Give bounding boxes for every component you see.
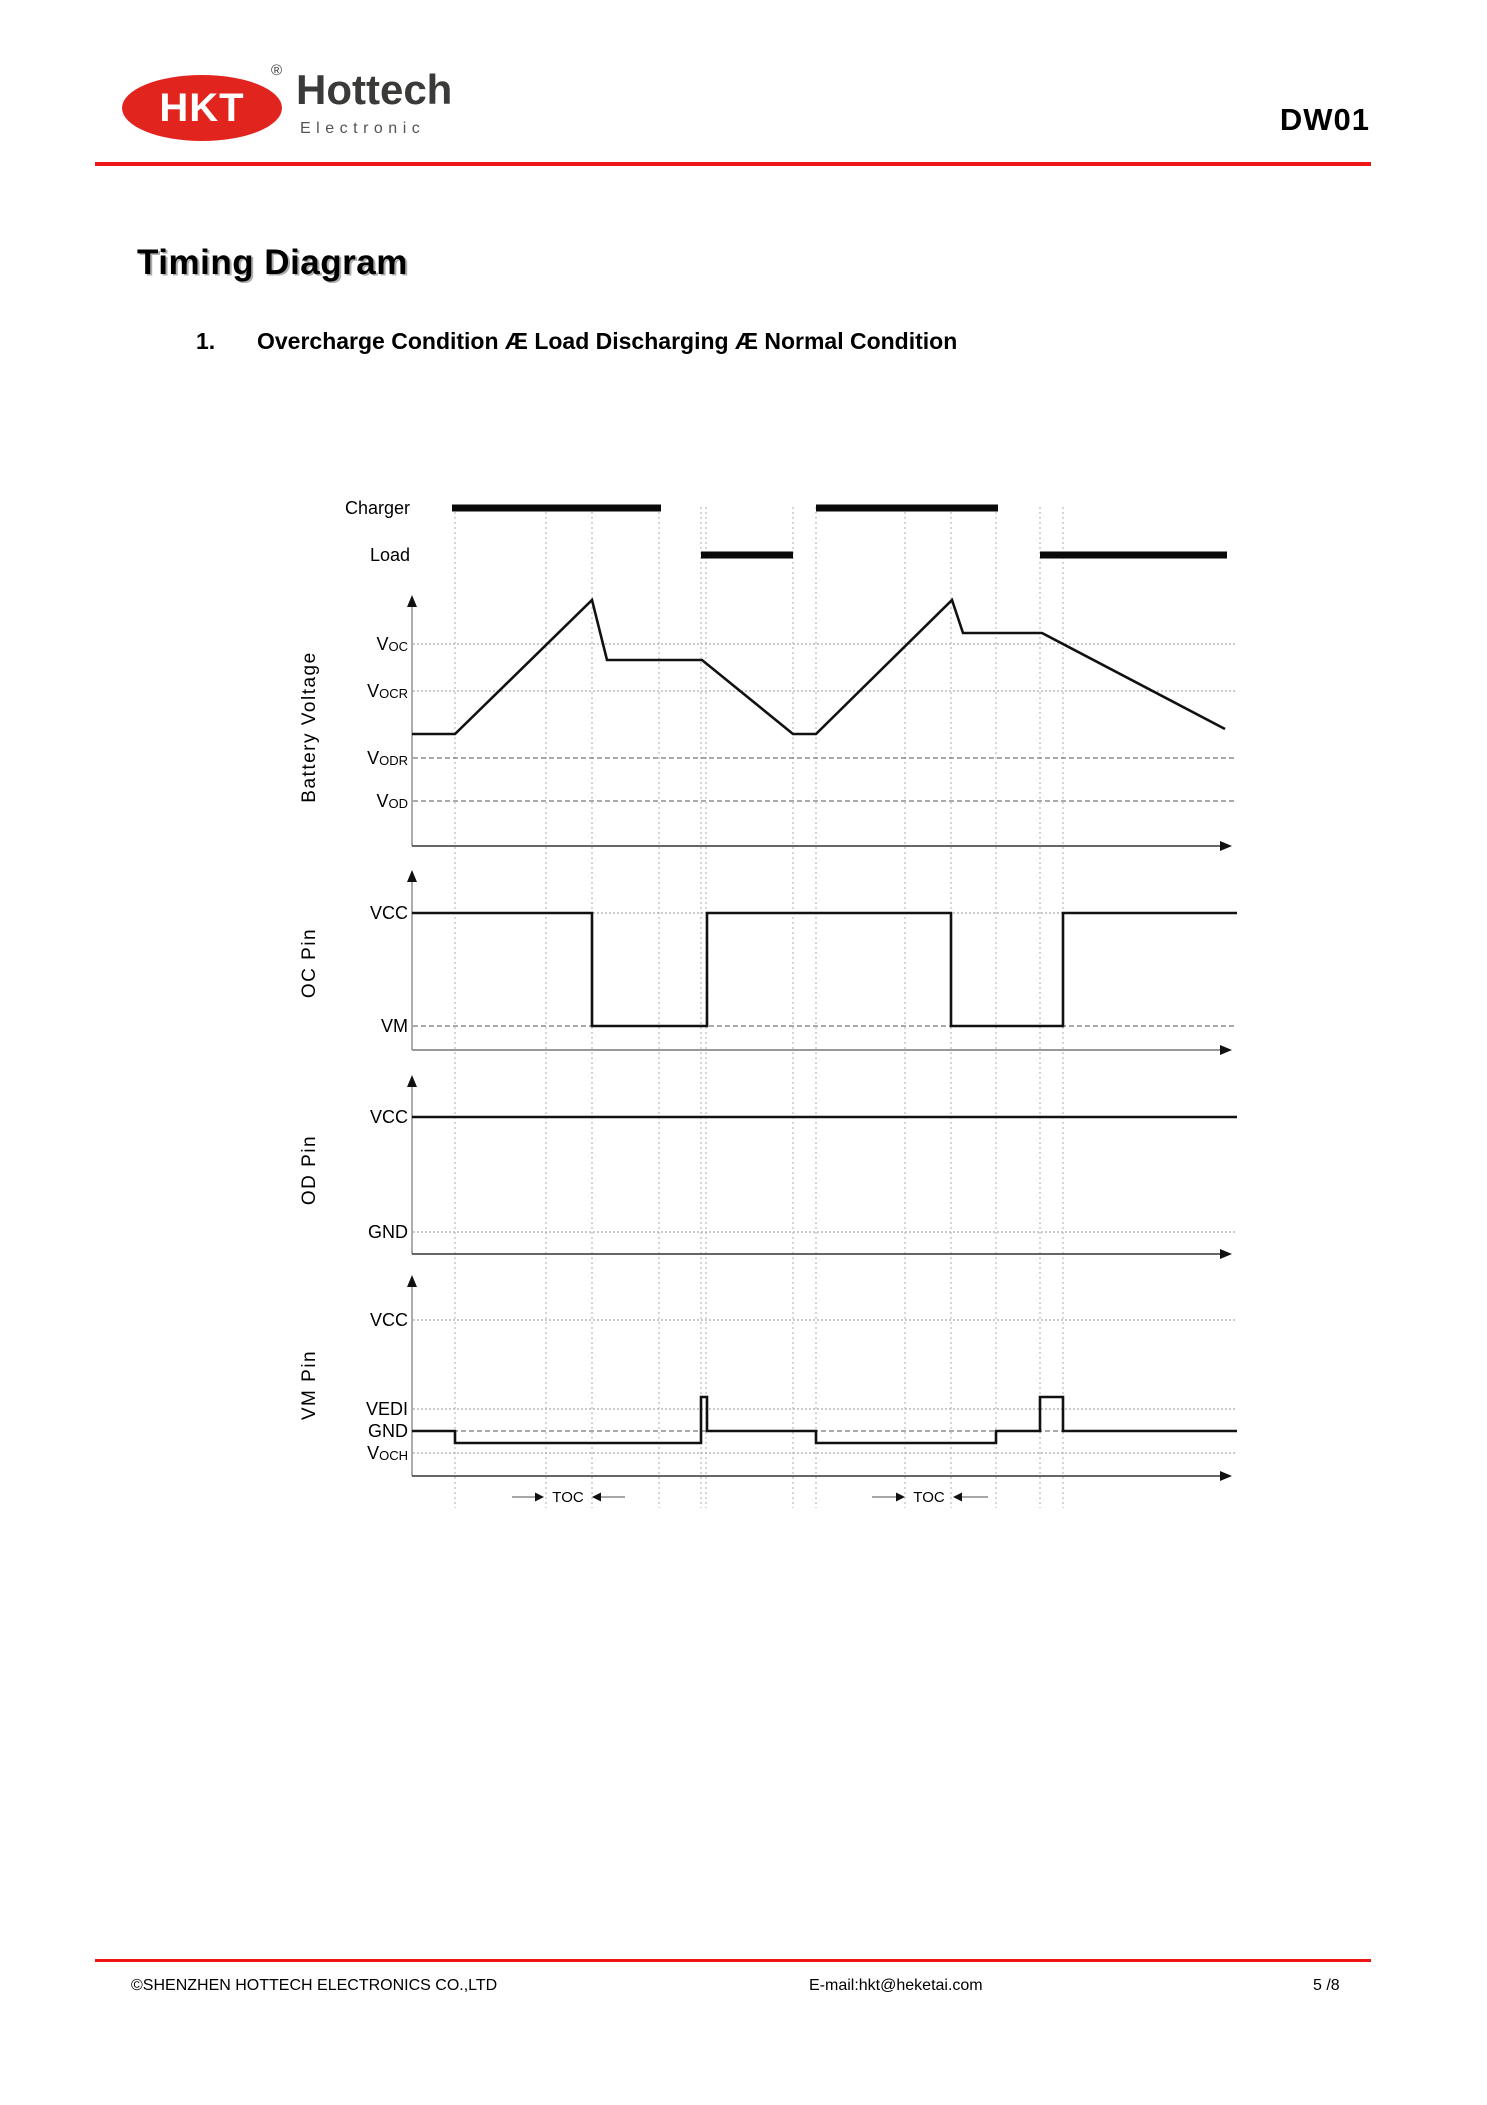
panel-battery-voltage	[299, 595, 1237, 851]
page-title: Timing Diagram	[137, 243, 408, 282]
panel-label-battery-voltage: Battery Voltage	[299, 651, 320, 803]
y-axis-arrow-icon	[407, 595, 417, 607]
level-label: VEDI	[365, 1399, 408, 1419]
logo-hkt-text: HKT	[159, 85, 245, 130]
level-label: VCC	[369, 903, 408, 923]
time-gridlines	[455, 507, 1063, 1508]
toc-label: TOC	[913, 1489, 945, 1506]
right-arrow-icon	[896, 1493, 905, 1502]
left-arrow-icon	[592, 1493, 601, 1502]
level-label: VOC	[376, 634, 408, 654]
panel-od-pin	[299, 1075, 1237, 1259]
y-axis-arrow-icon	[407, 1075, 417, 1087]
y-axis-arrow-icon	[407, 870, 417, 882]
x-axis-arrow-icon	[1220, 1045, 1232, 1055]
level-label: VOCR	[367, 681, 408, 701]
level-label: VODR	[367, 748, 408, 768]
toc-marker-2	[872, 1489, 988, 1506]
level-label: GND	[368, 1222, 408, 1242]
toc-label: TOC	[552, 1489, 584, 1506]
x-axis-arrow-icon	[1220, 1249, 1232, 1259]
footer-copyright: ©SHENZHEN HOTTECH ELECTRONICS CO.,LTD	[131, 1977, 498, 1994]
toc-marker-1	[512, 1489, 625, 1506]
level-label: VOCH	[367, 1443, 408, 1463]
panel-vm-pin	[299, 1275, 1237, 1481]
signal-bar	[1040, 552, 1227, 559]
y-axis-arrow-icon	[407, 1275, 417, 1287]
signal-bar	[452, 505, 661, 512]
waveform-oc-pin	[412, 913, 1237, 1026]
logo-company-name: Hottech	[296, 66, 453, 113]
left-arrow-icon	[953, 1493, 962, 1502]
section-number: 1.	[196, 328, 216, 354]
x-axis-arrow-icon	[1220, 841, 1232, 851]
level-label: VM	[381, 1016, 408, 1036]
footer-rule	[95, 1959, 1371, 1962]
signal-load	[370, 545, 1227, 565]
signal-charger	[345, 498, 998, 518]
x-axis-arrow-icon	[1220, 1471, 1232, 1481]
panel-label-vm-pin: VM Pin	[299, 1349, 320, 1421]
signal-label-load: Load	[369, 545, 410, 565]
section-text: Overcharge Condition Æ Load Discharging Æ Normal Condition	[257, 328, 958, 354]
right-arrow-icon	[535, 1493, 544, 1502]
footer-page-number: 5 /8	[1313, 1977, 1340, 1994]
waveform-battery-voltage	[412, 600, 1225, 734]
signal-label-charger: Charger	[344, 498, 410, 518]
level-label: VOD	[376, 791, 408, 811]
footer-email: E-mail:hkt@heketai.com	[809, 1977, 983, 1994]
signal-bar	[701, 552, 793, 559]
panel-oc-pin	[299, 870, 1237, 1055]
logo-company-subtitle: Electronic	[300, 120, 426, 137]
signal-bar	[816, 505, 998, 512]
level-label: VCC	[369, 1310, 408, 1330]
level-label: VCC	[369, 1107, 408, 1127]
document-id: DW01	[1279, 102, 1370, 137]
registered-trademark-icon: ®	[271, 62, 283, 79]
panel-label-od-pin: OD Pin	[299, 1134, 320, 1206]
level-label: GND	[368, 1421, 408, 1441]
waveform-vm-pin	[412, 1397, 1237, 1443]
panel-label-oc-pin: OC Pin	[299, 927, 320, 999]
